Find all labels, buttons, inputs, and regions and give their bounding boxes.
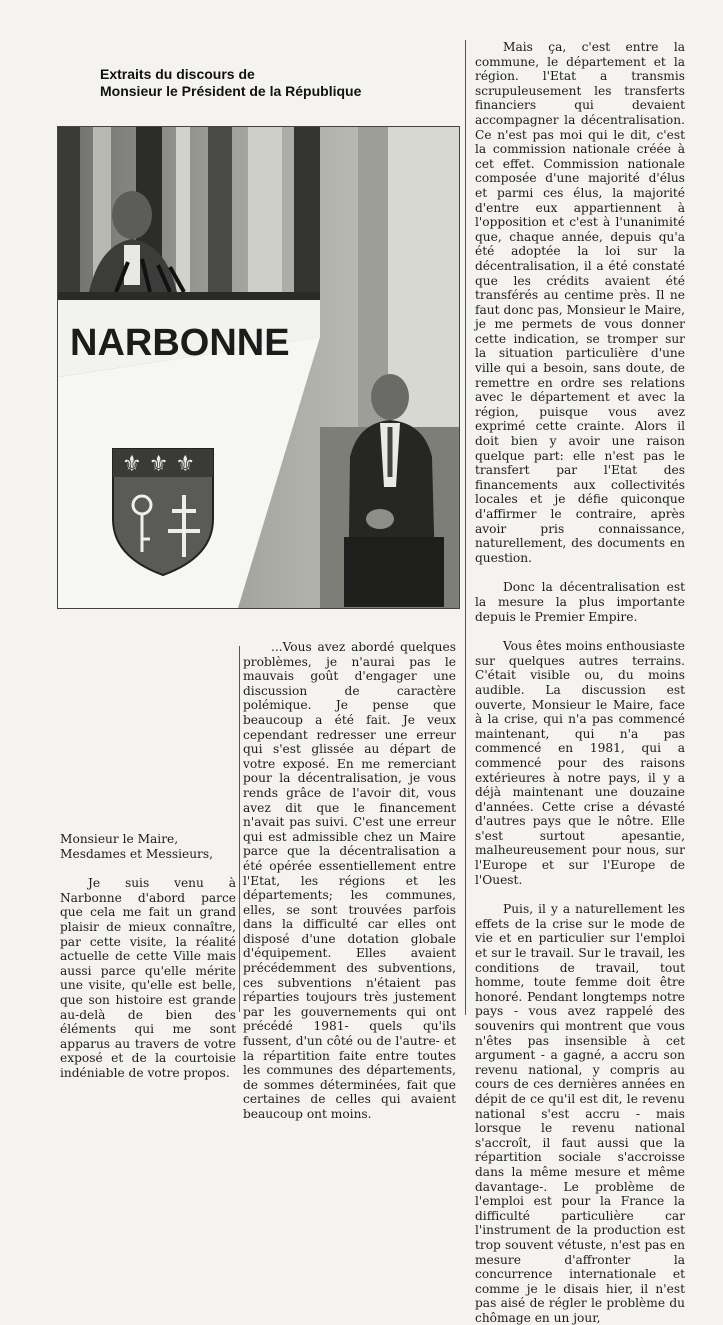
paragraph: Mais ça, c'est entre la commune, le département et la région. l'Etat a transmis scrupuleusement les transferts financiers qui devaient accompagner la décentralisation. Ce n'est pas moi qui le dit, c'est la commission nationale créée à cet effet. Commission nationale composée d'une majorité d'élus et parmi ces élus, la majorité d'entre eux appartiennent à l'opposition et c'est à l'unanimité que, chaque année, depuis qu'a été adoptée la loi sur la décentralisation, il a été constaté que les crédits avaient été transférés au centime près. Il ne faut donc pas, Monsieur le Maire, je me permets de vous donner cette indication, se tromper sur la situation particulière d'une ville qui a besoin, sans doute, de remettre en ordre ses relations avec le département et avec la région, puisque vous avez exprimé cette crainte. Alors il doit bien y avoir une raison quelque part: elle n'est pas le transfert par l'Etat des financements aux collectivités locales et je défie quiconque d'affirmer le contraire, après avoir pris connaissance, naturellement, des documents en question. (475, 40, 685, 565)
right-text-column (475, 40, 685, 1325)
middle-text-column (243, 640, 456, 1122)
svg-text:⚜ ⚜ ⚜: ⚜ ⚜ ⚜ (122, 452, 196, 477)
speech-photograph (57, 126, 460, 609)
paragraph: ...Vous avez abordé quelques problèmes, je n'aurai pas le mauvais goût d'engager une discussion de caractère polémique. Je pense que beaucoup a été fait. Je veux cependant redresser une erreur qui s'est glissée au départ de votre exposé. En me remerciant pour la décentralisation, je vous rends grâce de l'avoir dit, vous avez dit que le financement n'avait pas suivi. C'est une erreur qui est admissible chez un Maire parce que la décentralisation a été opérée essentiellement entre l'Etat, les régions et les départements; les communes, elles, se sont trouvées parfois dans la difficulté car elles ont disposé d'une dotation globale d'équipement. Elles avaient précédemment des subventions, ces subventions n'étaient pas réparties toujours très justement par les gouvernements qui ont précédé 1981- quels qu'ils fussent, d'un côté ou de l'autre- et la répartition faite entre toutes les communes des départements, de sommes déterminées, fait que certaines de celles qui avaient beaucoup ont moins. (243, 640, 456, 1121)
heading-line-2: Monsieur le Président de la République (100, 83, 362, 99)
column-rule-left (239, 646, 240, 1012)
left-text-column (60, 832, 236, 1081)
heading-line-1: Extraits du discours de (100, 66, 255, 82)
salutation-line-2: Mesdames et Messieurs, (60, 846, 214, 861)
speech-photo-illustration (58, 127, 459, 608)
salutation-line-1: Monsieur le Maire, (60, 832, 179, 846)
paragraph: Donc la décentralisation est la mesure la plus importante depuis le Premier Empire. (475, 580, 685, 624)
podium-text: NARBONNE (70, 322, 290, 364)
article-heading (100, 66, 390, 100)
paragraph: Je suis venu à Narbonne d'abord parce que cela me fait un grand plaisir de mieux connaître, par cette visite, la réalité actuelle de cette Ville mais aussi parce qu'elle mérite une visite, qu'elle est belle, que son histoire est grande au-delà de bien des éléments qui me sont apparus au travers de votre exposé et de la courtoisie indéniable de votre propos. (60, 876, 236, 1080)
paragraph: Puis, il y a naturellement les effets de la crise sur le mode de vie et en particulier sur l'emploi et sur le travail. Sur le travail, les conditions de travail, tout homme, toute femme doit être honoré. Pendant longtemps notre pays - vous avez rappelé des souvenirs qui montrent que vous n'êtes pas insensible à cet argument - a gagné, a accru son revenu national, y compris au cours de ces dernières années en dépit de ce qu'il est dit, le revenu national s'est accru - mais lorsque le revenu national s'accroît, il faut aussi que la répartition sociale s'accroisse dans la même mesure et même davantage-. Le problème de l'emploi est pour la France la difficulté particulière car l'instrument de la production est trop souvent vétuste, n'est pas en mesure d'affronter la concurrence internationale et comme je le disais hier, il n'est pas aisé de régler le problème du chômage en un jour, (475, 902, 685, 1325)
column-rule-right (465, 40, 466, 1015)
paragraph: Vous êtes moins enthousiaste sur quelques autres terrains. C'était visible ou, du moins audible. La discussion est ouverte, Monsieur le Maire, face à la crise, qui n'a pas commencé maintenant, qui n'a pas commencé en 1981, qui a commencé pour des raisons extérieures à notre pays, il y a déjà maintenant une douzaine d'années. Cette crise a dévasté d'autres pays que le nôtre. Elle s'est surtout apesantie, malheureusement pour nous, sur l'Europe et sur l'Europe de l'Ouest. (475, 639, 685, 887)
